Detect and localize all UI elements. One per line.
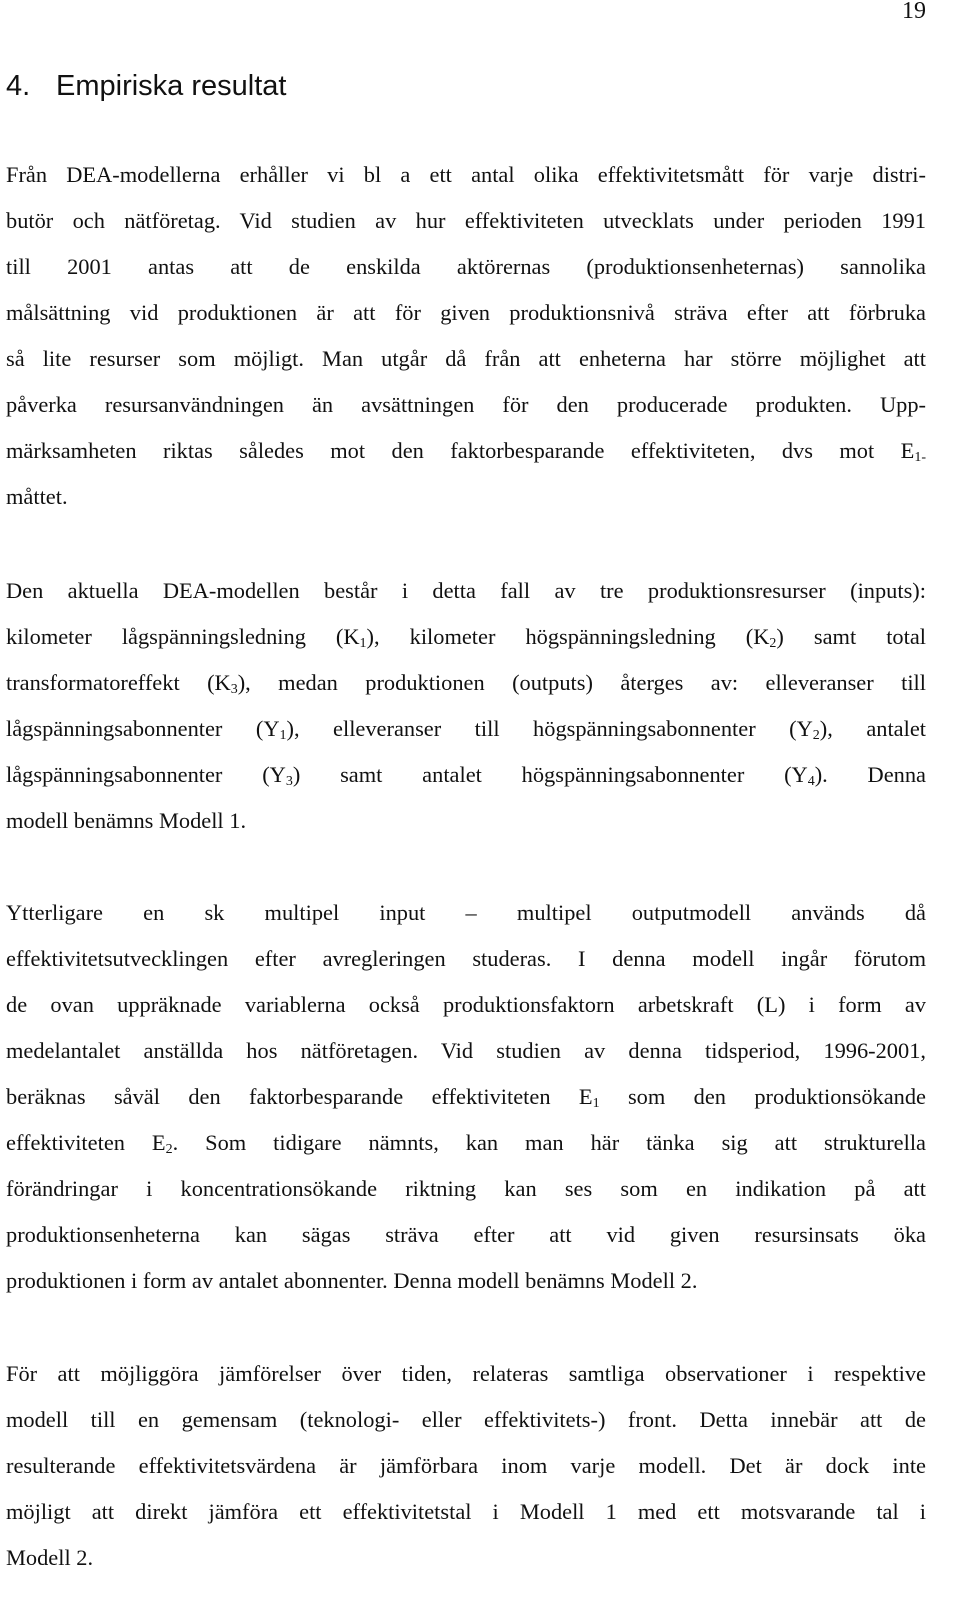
paragraph-comparison-over-time [6,1351,926,1581]
text-line [6,660,926,706]
text-line [6,936,926,982]
text-run: de ovan uppräknade variablerna också produktionsfaktorn arbetskraft (L) i form av [6,992,926,1017]
text-run: förändringar i koncentrationsökande riktning kan ses som en indikation på att [6,1176,926,1201]
text-line [6,798,926,844]
page-number: 19 [902,0,926,24]
subscript: 1 [279,728,287,743]
text-run: ), medan produktionen (outputs) återges av: elleveranser till [237,670,926,695]
text-run: till 2001 antas att de enskilda aktörernas (produktionsenheternas) sannolika [6,254,926,279]
text-line [6,1397,926,1443]
paragraph-model-2 [6,890,926,1304]
text-run: märksamheten riktas således mot den faktorbesparande effektiviteten, dvs mot E [6,438,915,463]
text-run: modell benämns Modell 1. [6,808,247,833]
text-run: ) samt total [776,624,926,649]
text-line [6,152,926,198]
text-run: möjligt att direkt jämföra ett effektivitetstal i Modell 1 med ett motsvarande tal i [6,1499,926,1524]
section-title: Empiriska resultat [56,70,287,102]
text-line [6,336,926,382]
text-line [6,1074,926,1120]
text-run: ), antalet [819,716,926,741]
text-run: Modell 2. [6,1545,94,1570]
text-line [6,290,926,336]
text-run: beräknas såväl den faktorbesparande effektiviteten E [6,1084,593,1109]
subscript: 3 [230,682,238,697]
text-run: påverka resursanvändningen än avsättningen för den producerade produkten. Upp- [6,392,926,417]
text-line [6,982,926,1028]
text-line [6,1120,926,1166]
text-line [6,198,926,244]
text-line [6,752,926,798]
text-line [6,1028,926,1074]
text-line [6,1351,926,1397]
subscript: 2 [165,1142,173,1157]
text-run: modell till en gemensam (teknologi- eller effektivitets-) front. Detta innebär att de [6,1407,926,1432]
subscript: 1 [592,1096,600,1111]
text-run: effektivitetsutvecklingen efter avregleringen studeras. I denna modell ingår förutom [6,946,926,971]
text-run: . Som tidigare nämnts, kan man här tänka sig att strukturella [172,1130,926,1155]
text-line [6,1258,926,1304]
text-run: Den aktuella DEA-modellen består i detta fall av tre produktionsresurser (inputs): [6,578,926,603]
subscript: 1 [359,636,367,651]
text-line [6,1535,926,1581]
text-run: effektiviteten E [6,1130,166,1155]
subscript: 1- [914,450,926,465]
text-run: måttet. [6,484,68,509]
text-run: så lite resurser som möjligt. Man utgår då från att enheterna har större möjlighet att [6,346,926,371]
text-line [6,428,926,474]
text-line [6,1489,926,1535]
text-run: resulterande effektivitetsvärdena är jämförbara inom varje modell. Det är dock inte [6,1453,926,1478]
section-heading [6,70,286,103]
text-run: ), elleveranser till högspänningsabonnenter (Y [286,716,813,741]
text-run: ) samt antalet högspänningsabonnenter (Y [292,762,808,787]
text-run: lågspänningsabonnenter (Y [6,716,280,741]
text-run: kilometer lågspänningsledning (K [6,624,360,649]
text-line [6,1212,926,1258]
text-run: produktionsenheterna kan sägas sträva efter att vid given resursinsats öka [6,1222,926,1247]
text-run: ). Denna [814,762,926,787]
text-run: som den produktionsökande [599,1084,926,1109]
text-line [6,1166,926,1212]
text-line [6,568,926,614]
text-run: produktionen i form av antalet abonnenter. Denna modell benämns Modell 2. [6,1268,698,1293]
text-run: ), kilometer högspänningsledning (K [366,624,770,649]
text-line [6,614,926,660]
paragraph-dea-efficiency-measures [6,152,926,520]
text-line [6,244,926,290]
text-line [6,382,926,428]
subscript: 3 [285,774,293,789]
text-run: butör och nätföretag. Vid studien av hur effektiviteten utvecklats under perioden 1991 [6,208,926,233]
text-run: Från DEA-modellerna erhåller vi bl a ett antal olika effektivitetsmått för varje distri- [6,162,926,187]
text-line [6,890,926,936]
section-number: 4. [6,70,31,102]
text-run: transformatoreffekt (K [6,670,231,695]
subscript: 2 [769,636,777,651]
paragraph-model-1 [6,568,926,844]
text-line [6,706,926,752]
subscript: 2 [812,728,820,743]
text-run: medelantalet anställda hos nätföretagen. Vid studien av denna tidsperiod, 1996-2001, [6,1038,926,1063]
text-run: Ytterligare en sk multipel input – multipel outputmodell används då [6,900,926,925]
text-line [6,474,926,520]
text-run: För att möjliggöra jämförelser över tiden, relateras samtliga observationer i respektive [6,1361,926,1386]
text-run: målsättning vid produktionen är att för given produktionsnivå sträva efter att förbruka [6,300,926,325]
subscript: 4 [807,774,815,789]
text-line [6,1443,926,1489]
text-run: lågspänningsabonnenter (Y [6,762,286,787]
